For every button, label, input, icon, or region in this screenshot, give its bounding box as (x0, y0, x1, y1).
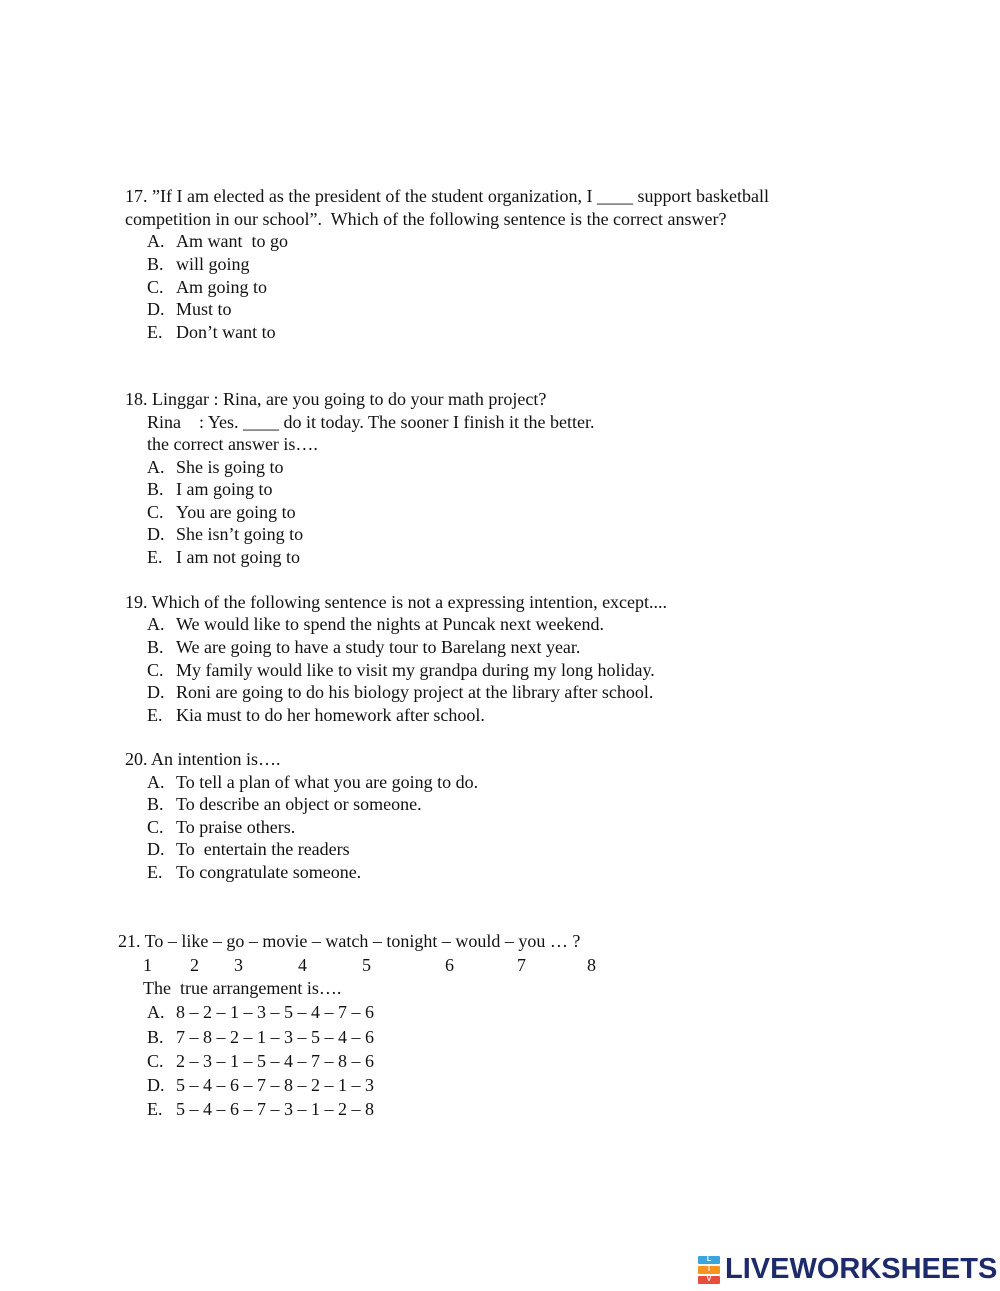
q18-option-c-text[interactable]: You are going to (176, 502, 296, 522)
q19-option-d-letter: D. (147, 682, 165, 702)
q19-option-a-text[interactable]: We would like to spend the nights at Puncak next weekend. (176, 614, 604, 634)
q17-option-a-text[interactable]: Am want to go (176, 231, 288, 251)
q18-line-1: 18. Linggar : Rina, are you going to do your math project? (125, 389, 547, 409)
q20-option-e-text[interactable]: To congratulate someone. (176, 862, 362, 882)
q19-option-a-letter: A. (147, 614, 165, 634)
q21-option-d-letter: D. (147, 1075, 165, 1095)
q17-line-2: competition in our school”. Which of the following sentence is the correct answer? (125, 209, 727, 229)
q21-word-number: 8 (587, 955, 596, 975)
q20-option-d-letter: D. (147, 839, 165, 859)
liveworksheets-logo-text: LIVEWORKSHEETS (725, 1252, 998, 1285)
q21-option-e-text[interactable]: 5 – 4 – 6 – 7 – 3 – 1 – 2 – 8 (176, 1099, 374, 1119)
q17-option-a-letter: A. (147, 231, 165, 251)
q19-option-c-letter: C. (147, 660, 164, 680)
q21-word-number: 6 (445, 955, 454, 975)
q21-option-c-text[interactable]: 2 – 3 – 1 – 5 – 4 – 7 – 8 – 6 (176, 1051, 374, 1071)
q21-word-number: 2 (190, 955, 199, 975)
q20-line-1: 20. An intention is…. (125, 749, 281, 769)
q20-option-b-text[interactable]: To describe an object or someone. (176, 794, 422, 814)
q17-option-d-text[interactable]: Must to (176, 299, 232, 319)
q21-word-number: 1 (143, 955, 152, 975)
q18-option-d-letter: D. (147, 524, 165, 544)
q21-option-b-letter: B. (147, 1027, 164, 1047)
q20-option-e-letter: E. (147, 862, 163, 882)
q17-option-c-text[interactable]: Am going to (176, 277, 268, 297)
q19-option-e-letter: E. (147, 705, 163, 725)
q17-option-e-letter: E. (147, 322, 163, 342)
q20-option-b-letter: B. (147, 794, 164, 814)
q18-line-2: Rina : Yes. ____ do it today. The sooner I finish it the better. (147, 412, 595, 432)
q21-option-a-letter: A. (147, 1002, 165, 1022)
q19-option-b-text[interactable]: We are going to have a study tour to Barelang next year. (176, 637, 581, 657)
q18-option-a-letter: A. (147, 457, 165, 477)
q17-option-b-text[interactable]: will going (176, 254, 250, 274)
q21-option-b-text[interactable]: 7 – 8 – 2 – 1 – 3 – 5 – 4 – 6 (176, 1027, 374, 1047)
q17-option-e-text[interactable]: Don’t want to (176, 322, 276, 342)
q18-option-c-letter: C. (147, 502, 164, 522)
q18-option-b-letter: B. (147, 479, 164, 499)
logo-mark-letter: L (698, 1256, 720, 1264)
q17-option-c-letter: C. (147, 277, 164, 297)
q20-option-a-text[interactable]: To tell a plan of what you are going to do. (176, 772, 479, 792)
q21-subline: The true arrangement is…. (143, 978, 342, 998)
q18-option-b-text[interactable]: I am going to (176, 479, 273, 499)
logo-mark-letter: I (698, 1266, 720, 1274)
q21-option-a-text[interactable]: 8 – 2 – 1 – 3 – 5 – 4 – 7 – 6 (176, 1002, 374, 1022)
q18-option-d-text[interactable]: She isn’t going to (176, 524, 304, 544)
q18-option-e-letter: E. (147, 547, 163, 567)
q21-word-number: 5 (362, 955, 371, 975)
q19-line-1: 19. Which of the following sentence is not a expressing intention, except.... (125, 592, 668, 612)
q17-line-1: 17. ”If I am elected as the president of the student organization, I ____ support basketball (125, 186, 769, 206)
q18-option-e-text[interactable]: I am not going to (176, 547, 300, 567)
q19-option-d-text[interactable]: Roni are going to do his biology project at the library after school. (176, 682, 654, 702)
q17-option-b-letter: B. (147, 254, 164, 274)
q19-option-e-text[interactable]: Kia must to do her homework after school. (176, 705, 485, 725)
q21-option-e-letter: E. (147, 1099, 163, 1119)
q19-option-b-letter: B. (147, 637, 164, 657)
q18-option-a-text[interactable]: She is going to (176, 457, 284, 477)
q20-option-c-letter: C. (147, 817, 164, 837)
logo-mark-letter: V (698, 1276, 720, 1284)
q21-word-number: 7 (517, 955, 526, 975)
q17-option-d-letter: D. (147, 299, 165, 319)
q21-option-c-letter: C. (147, 1051, 164, 1071)
liveworksheets-logo[interactable] (698, 1253, 997, 1285)
liveworksheets-logo-mark-icon (698, 1255, 722, 1283)
q21-word-number: 3 (234, 955, 243, 975)
q20-option-a-letter: A. (147, 772, 165, 792)
q21-word-number: 4 (298, 955, 307, 975)
q20-option-c-text[interactable]: To praise others. (176, 817, 296, 837)
q19-option-c-text[interactable]: My family would like to visit my grandpa during my long holiday. (176, 660, 655, 680)
q20-option-d-text[interactable]: To entertain the readers (176, 839, 350, 859)
q21-option-d-text[interactable]: 5 – 4 – 6 – 7 – 8 – 2 – 1 – 3 (176, 1075, 374, 1095)
q21-line-1: 21. To – like – go – movie – watch – tonight – would – you … ? (118, 931, 581, 951)
q18-line-3: the correct answer is…. (147, 434, 318, 454)
